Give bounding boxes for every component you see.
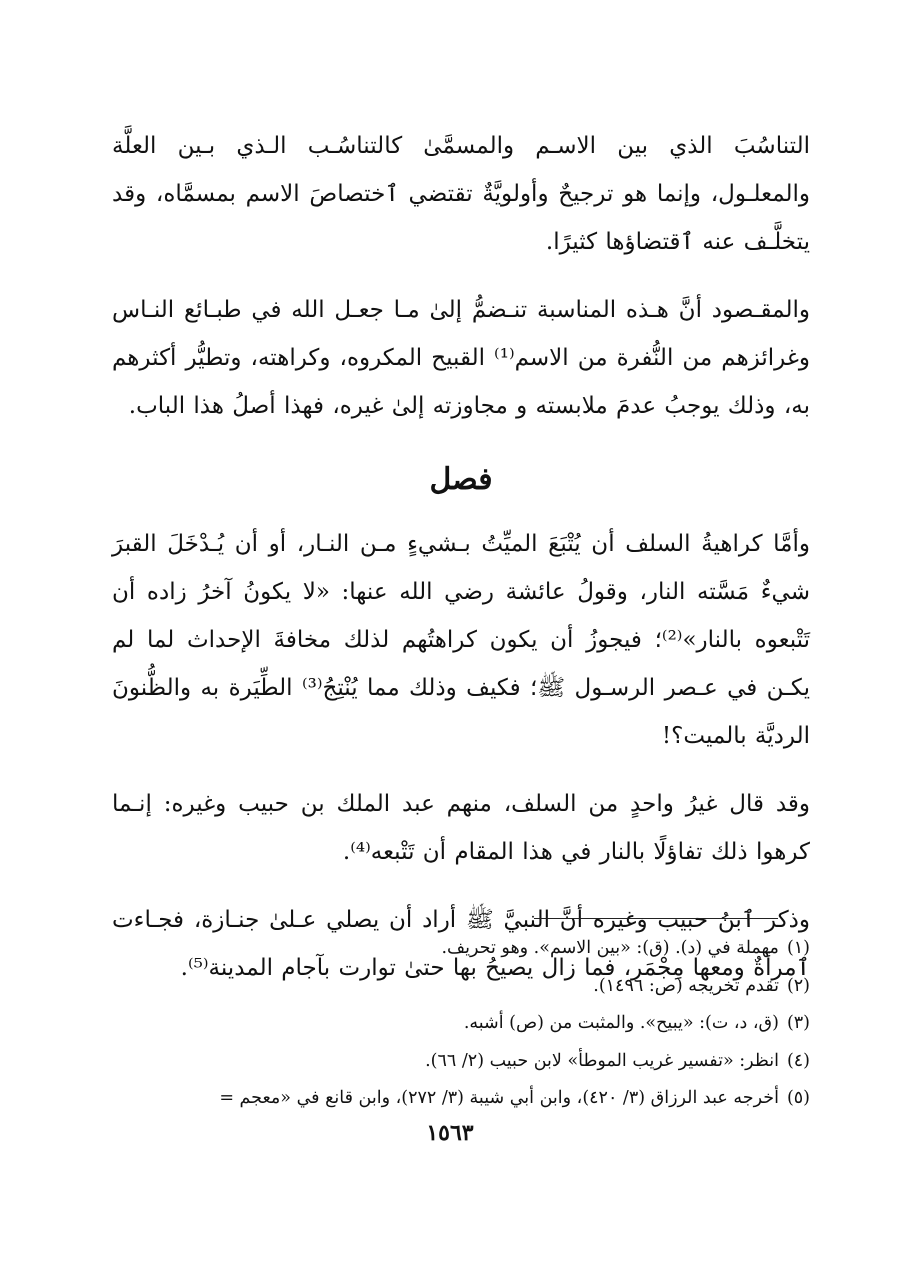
- footnote-text: (ق، د، ت): «يبيح». والمثبت من (ص) أشبه.: [463, 1013, 779, 1033]
- footnote-text: انظر: «تفسير غريب الموطأ» لابن حبيب (٢/ ٦٦).: [425, 1050, 779, 1071]
- paragraph-1: التناسُبَ الذي بين الاسـم والمسمَّىٰ كالتناسُـب الـذي بـين العلَّة والمعلـول، وإنما هو ترجيحٌ وأولويَّةٌ تقتضي ٱختصاصَ الاسم بمسمَّاه، وقد يتخلَّـف عنه ٱقتضاؤها كثيرًا.: [112, 133, 810, 255]
- footnote-3: [112, 1005, 810, 1043]
- footnote-text: أخرجه عبد الرزاق (٣/ ٤٢٠)، وابن أبي شيبة (٣/ ٢٧٢)، وابن قانع في «معجم =: [219, 1088, 779, 1108]
- footnote-4: [112, 1043, 810, 1081]
- footnote-2: [112, 968, 810, 1006]
- footnote-5: [112, 1080, 810, 1118]
- footnote-text: تقدم تخريجه (ص: ١٤٩٦).: [593, 975, 779, 996]
- footnote-number: (٤): [786, 1050, 810, 1071]
- section-heading: فصل: [429, 462, 493, 497]
- main-text: [112, 122, 810, 1012]
- footnote-number: (١): [786, 938, 810, 958]
- paragraph-4: وقد قال غيرُ واحدٍ من السلف، منهم عبد الملك بن حبيب وغيره: إنـما كرهوا ذلك تفاؤلًا بالنار في هذا المقام أن تَتْبعه⁽⁴⁾.: [112, 791, 810, 865]
- footnote-text: مهملة في (د). (ق): «بين الاسم». وهو تحريف.: [441, 938, 779, 958]
- page-number: ١٥٦٣: [426, 1120, 474, 1146]
- footnote-number: (٢): [786, 975, 810, 996]
- paragraph-3: وأمَّا كراهيةُ السلف أن يُتْبَعَ الميِّتُ بـشيءٍ مـن النـار، أو أن يُـدْخَلَ القبرَ شيءٌ مَسَّته النار، وقولُ عائشة رضي الله عنها: «لا يكونُ آخرُ زاده أن تَتْبعوه بالنار»⁽²⁾؛ فيجوزُ أن يكون كراهتُهم لذلك مخافةَ الإحداث لما لم يكـن في عـصر الرسـول ﷺ؛ فكيف وذلك مما يُنْتِجُ⁽³⁾ الطِّيَرة به والظُّنونَ الرديَّة بالميت؟!: [112, 531, 810, 749]
- paragraph-2: والمقـصود أنَّ هـذه المناسبة تنـضمُّ إلىٰ مـا جعـل الله في طبـائع النـاس وغرائزهم من النُّفرة من الاسم⁽¹⁾ القبيح المكروه، وكراهته، وتطيُّر أكثرهم به، وذلك يوجبُ عدمَ ملابسته و مجاوزته إلىٰ غيره، فهذا أصلُ هذا الباب.: [112, 297, 811, 419]
- paragraph-5: وذكر ٱبنُ حبيب وغيره أنَّ النبيَّ ﷺ أراد أن يصلي عـلىٰ جنـازة، فجـاءت ٱمرأةٌ ومعها مِجْمَر، فما زال يصيحُ بها حتىٰ توارت بآجام المدينة⁽⁵⁾.: [112, 907, 810, 981]
- footnote-number: (٣): [786, 1013, 810, 1033]
- footnote-separator: [534, 918, 778, 919]
- footnotes: [112, 930, 810, 1118]
- footnote-number: (٥): [786, 1088, 810, 1108]
- footnote-1: [112, 930, 810, 968]
